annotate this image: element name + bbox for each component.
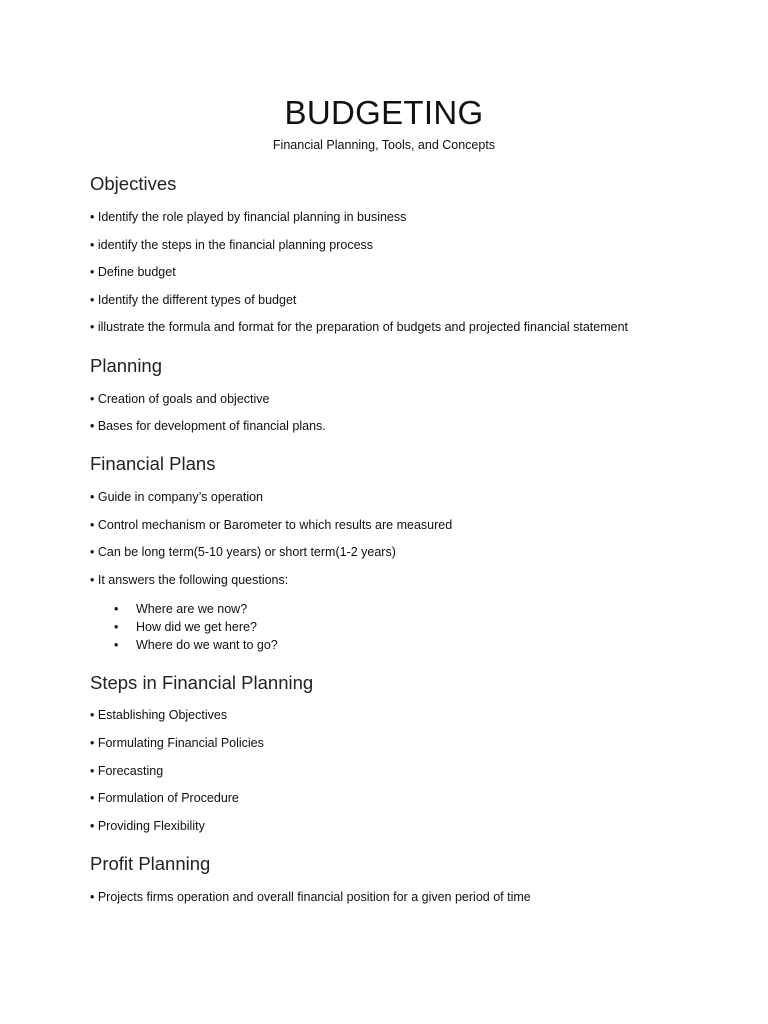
section-heading-objectives: Objectives — [90, 173, 177, 194]
list-item: • Bases for development of financial plans. — [90, 419, 326, 433]
sub-list-item-text: Where do we want to go? — [136, 638, 278, 652]
list-item: • Formulation of Procedure — [90, 791, 239, 805]
section-heading-profit-planning: Profit Planning — [90, 853, 211, 874]
list-item: • Define budget — [90, 265, 176, 279]
list-item: • Guide in company’s operation — [90, 490, 263, 504]
list-item: • Establishing Objectives — [90, 708, 228, 722]
list-item: • Identify the role played by financial planning in business — [90, 210, 407, 224]
list-item: • Projects firms operation and overall financial position for a given period of time — [90, 890, 531, 904]
list-item: • Providing Flexibility — [90, 819, 205, 833]
list-item: • It answers the following questions: — [90, 573, 289, 587]
bullet-icon: • — [114, 638, 119, 652]
list-item: • Can be long term(5-10 years) or short term(1-2 years) — [90, 545, 396, 559]
list-item: • identify the steps in the financial planning process — [90, 238, 374, 252]
sub-list-item-text: How did we get here? — [136, 620, 257, 634]
list-item: • illustrate the formula and format for the preparation of budgets and projected financial statement — [90, 320, 629, 334]
section-heading-steps: Steps in Financial Planning — [90, 672, 314, 693]
document-subtitle: Financial Planning, Tools, and Concepts — [272, 138, 496, 152]
bullet-icon: • — [114, 602, 119, 616]
sub-list-item-text: Where are we now? — [136, 602, 248, 616]
sub-list-item — [114, 602, 247, 616]
section-heading-financial-plans: Financial Plans — [90, 453, 216, 474]
list-item: • Identify the different types of budget — [90, 293, 297, 307]
list-item: • Formulating Financial Policies — [90, 736, 264, 750]
sub-list-item — [114, 638, 278, 652]
list-item: • Forecasting — [90, 764, 164, 778]
document-title: BUDGETING — [284, 94, 484, 131]
bullet-icon: • — [114, 620, 119, 634]
list-item: • Control mechanism or Barometer to which results are measured — [90, 518, 453, 532]
section-heading-planning: Planning — [90, 355, 163, 376]
sub-list-item — [114, 620, 257, 634]
list-item: • Creation of goals and objective — [90, 392, 270, 406]
